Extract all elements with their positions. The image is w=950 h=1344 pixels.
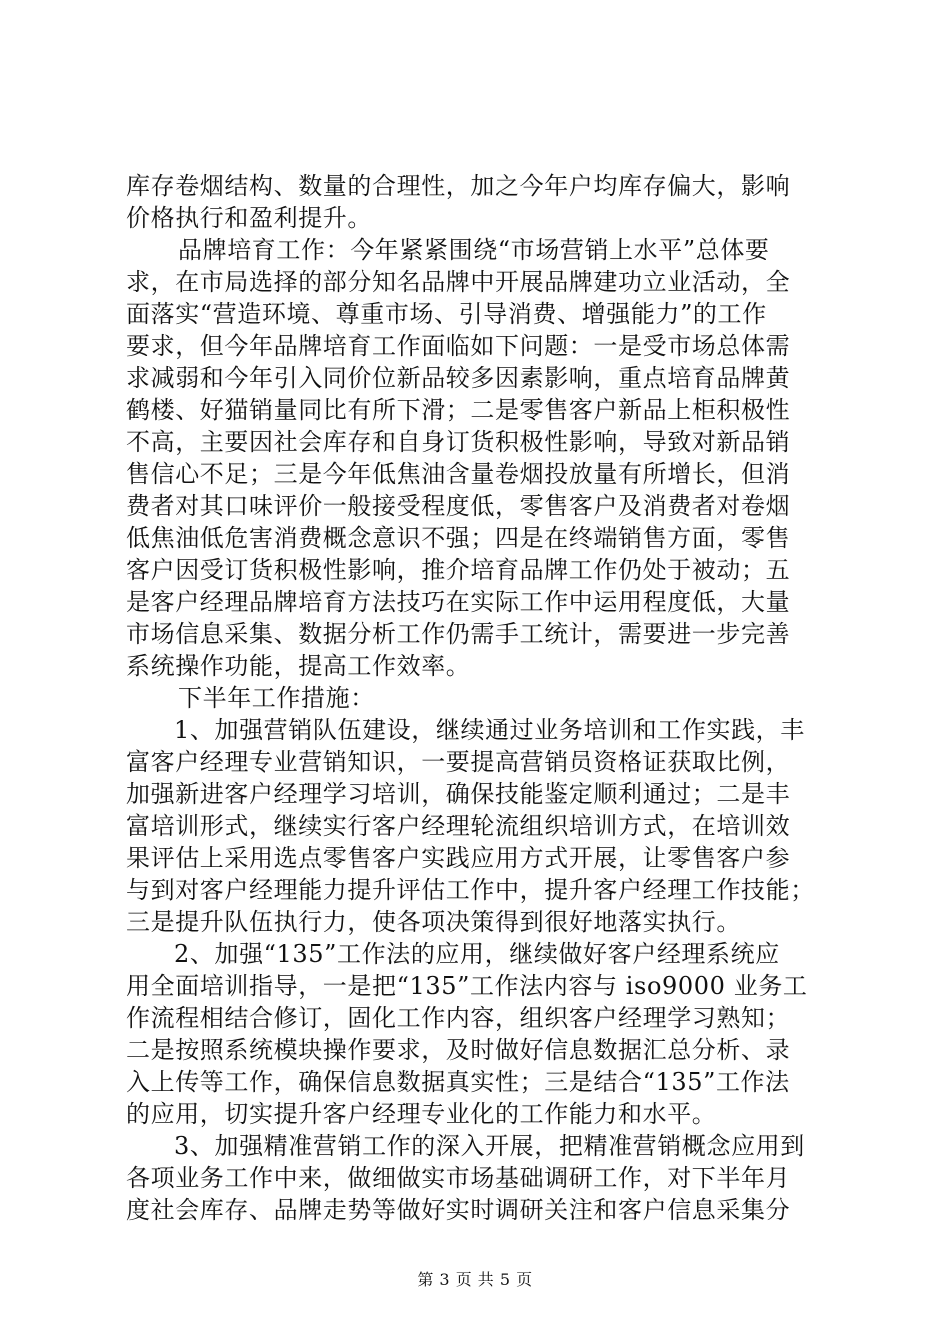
text-line: 果评估上采用选点零售客户实践应用方式开展，让零售客户参 (126, 844, 791, 872)
text-line: 加强新进客户经理学习培训，确保技能鉴定顺利通过；二是丰 (126, 780, 791, 808)
text-line: 鹤楼、好猫销量同比有所下滑；二是零售客户新品上柜积极性 (126, 396, 791, 424)
paragraph-start: 1、加强营销队伍建设，继续通过业务培训和工作实践，丰 (174, 716, 805, 744)
text-line: 作流程相结合修订，固化工作内容，组织客户经理学习熟知； (126, 1004, 791, 1032)
paragraph-start: 2、加强“135”工作法的应用，继续做好客户经理系统应 (174, 940, 780, 968)
text-line: 库存卷烟结构、数量的合理性，加之今年户均库存偏大，影响 (126, 172, 791, 200)
section-heading: 下半年工作措施： (178, 684, 375, 712)
text-line: 的应用，切实提升客户经理专业化的工作能力和水平。 (126, 1100, 717, 1128)
text-line: 不高，主要因社会库存和自身订货积极性影响，导致对新品销 (126, 428, 791, 456)
text-line: 三是提升队伍执行力，使各项决策得到很好地落实执行。 (126, 908, 741, 936)
text-line: 费者对其口味评价一般接受程度低，零售客户及消费者对卷烟 (126, 492, 791, 520)
text-line: 与到对客户经理能力提升评估工作中，提升客户经理工作技能； (126, 876, 815, 904)
text-line: 求，在市局选择的部分知名品牌中开展品牌建功立业活动，全 (126, 268, 791, 296)
text-line: 售信心不足；三是今年低焦油含量卷烟投放量有所增长，但消 (126, 460, 791, 488)
text-line: 价格执行和盈利提升。 (126, 204, 372, 232)
text-line: 各项业务工作中来，做细做实市场基础调研工作，对下半年月 (126, 1164, 791, 1192)
text-line: 入上传等工作，确保信息数据真实性；三是结合“135”工作法 (126, 1068, 790, 1096)
text-line: 是客户经理品牌培育方法技巧在实际工作中运用程度低，大量 (126, 588, 791, 616)
text-line: 用全面培训指导，一是把“135”工作法内容与 iso9000 业务工 (126, 972, 808, 1000)
text-line: 富培训形式，继续实行客户经理轮流组织培训方式，在培训效 (126, 812, 791, 840)
text-line: 客户因受订货积极性影响，推介培育品牌工作仍处于被动；五 (126, 556, 791, 584)
page-number-footer: 第 3 页 共 5 页 (417, 1270, 533, 1289)
text-line: 低焦油低危害消费概念意识不强；四是在终端销售方面，零售 (126, 524, 791, 552)
text-line: 市场信息采集、数据分析工作仍需手工统计，需要进一步完善 (126, 620, 791, 648)
paragraph-start: 3、加强精准营销工作的深入开展，把精准营销概念应用到 (174, 1132, 805, 1160)
text-line: 求减弱和今年引入同价位新品较多因素影响，重点培育品牌黄 (126, 364, 791, 392)
document-body (126, 170, 838, 1226)
paragraph-start: 品牌培育工作：今年紧紧围绕“市场营销上水平”总体要 (178, 236, 770, 264)
text-line: 富客户经理专业营销知识，一要提高营销员资格证获取比例， (126, 748, 791, 776)
text-line: 面落实“营造环境、尊重市场、引导消费、增强能力”的工作 (126, 300, 767, 328)
text-line: 二是按照系统模块操作要求，及时做好信息数据汇总分析、录 (126, 1036, 791, 1064)
text-line: 度社会库存、品牌走势等做好实时调研关注和客户信息采集分 (126, 1196, 791, 1224)
text-line: 系统操作功能，提高工作效率。 (126, 652, 471, 680)
text-line: 要求，但今年品牌培育工作面临如下问题：一是受市场总体需 (126, 332, 791, 360)
